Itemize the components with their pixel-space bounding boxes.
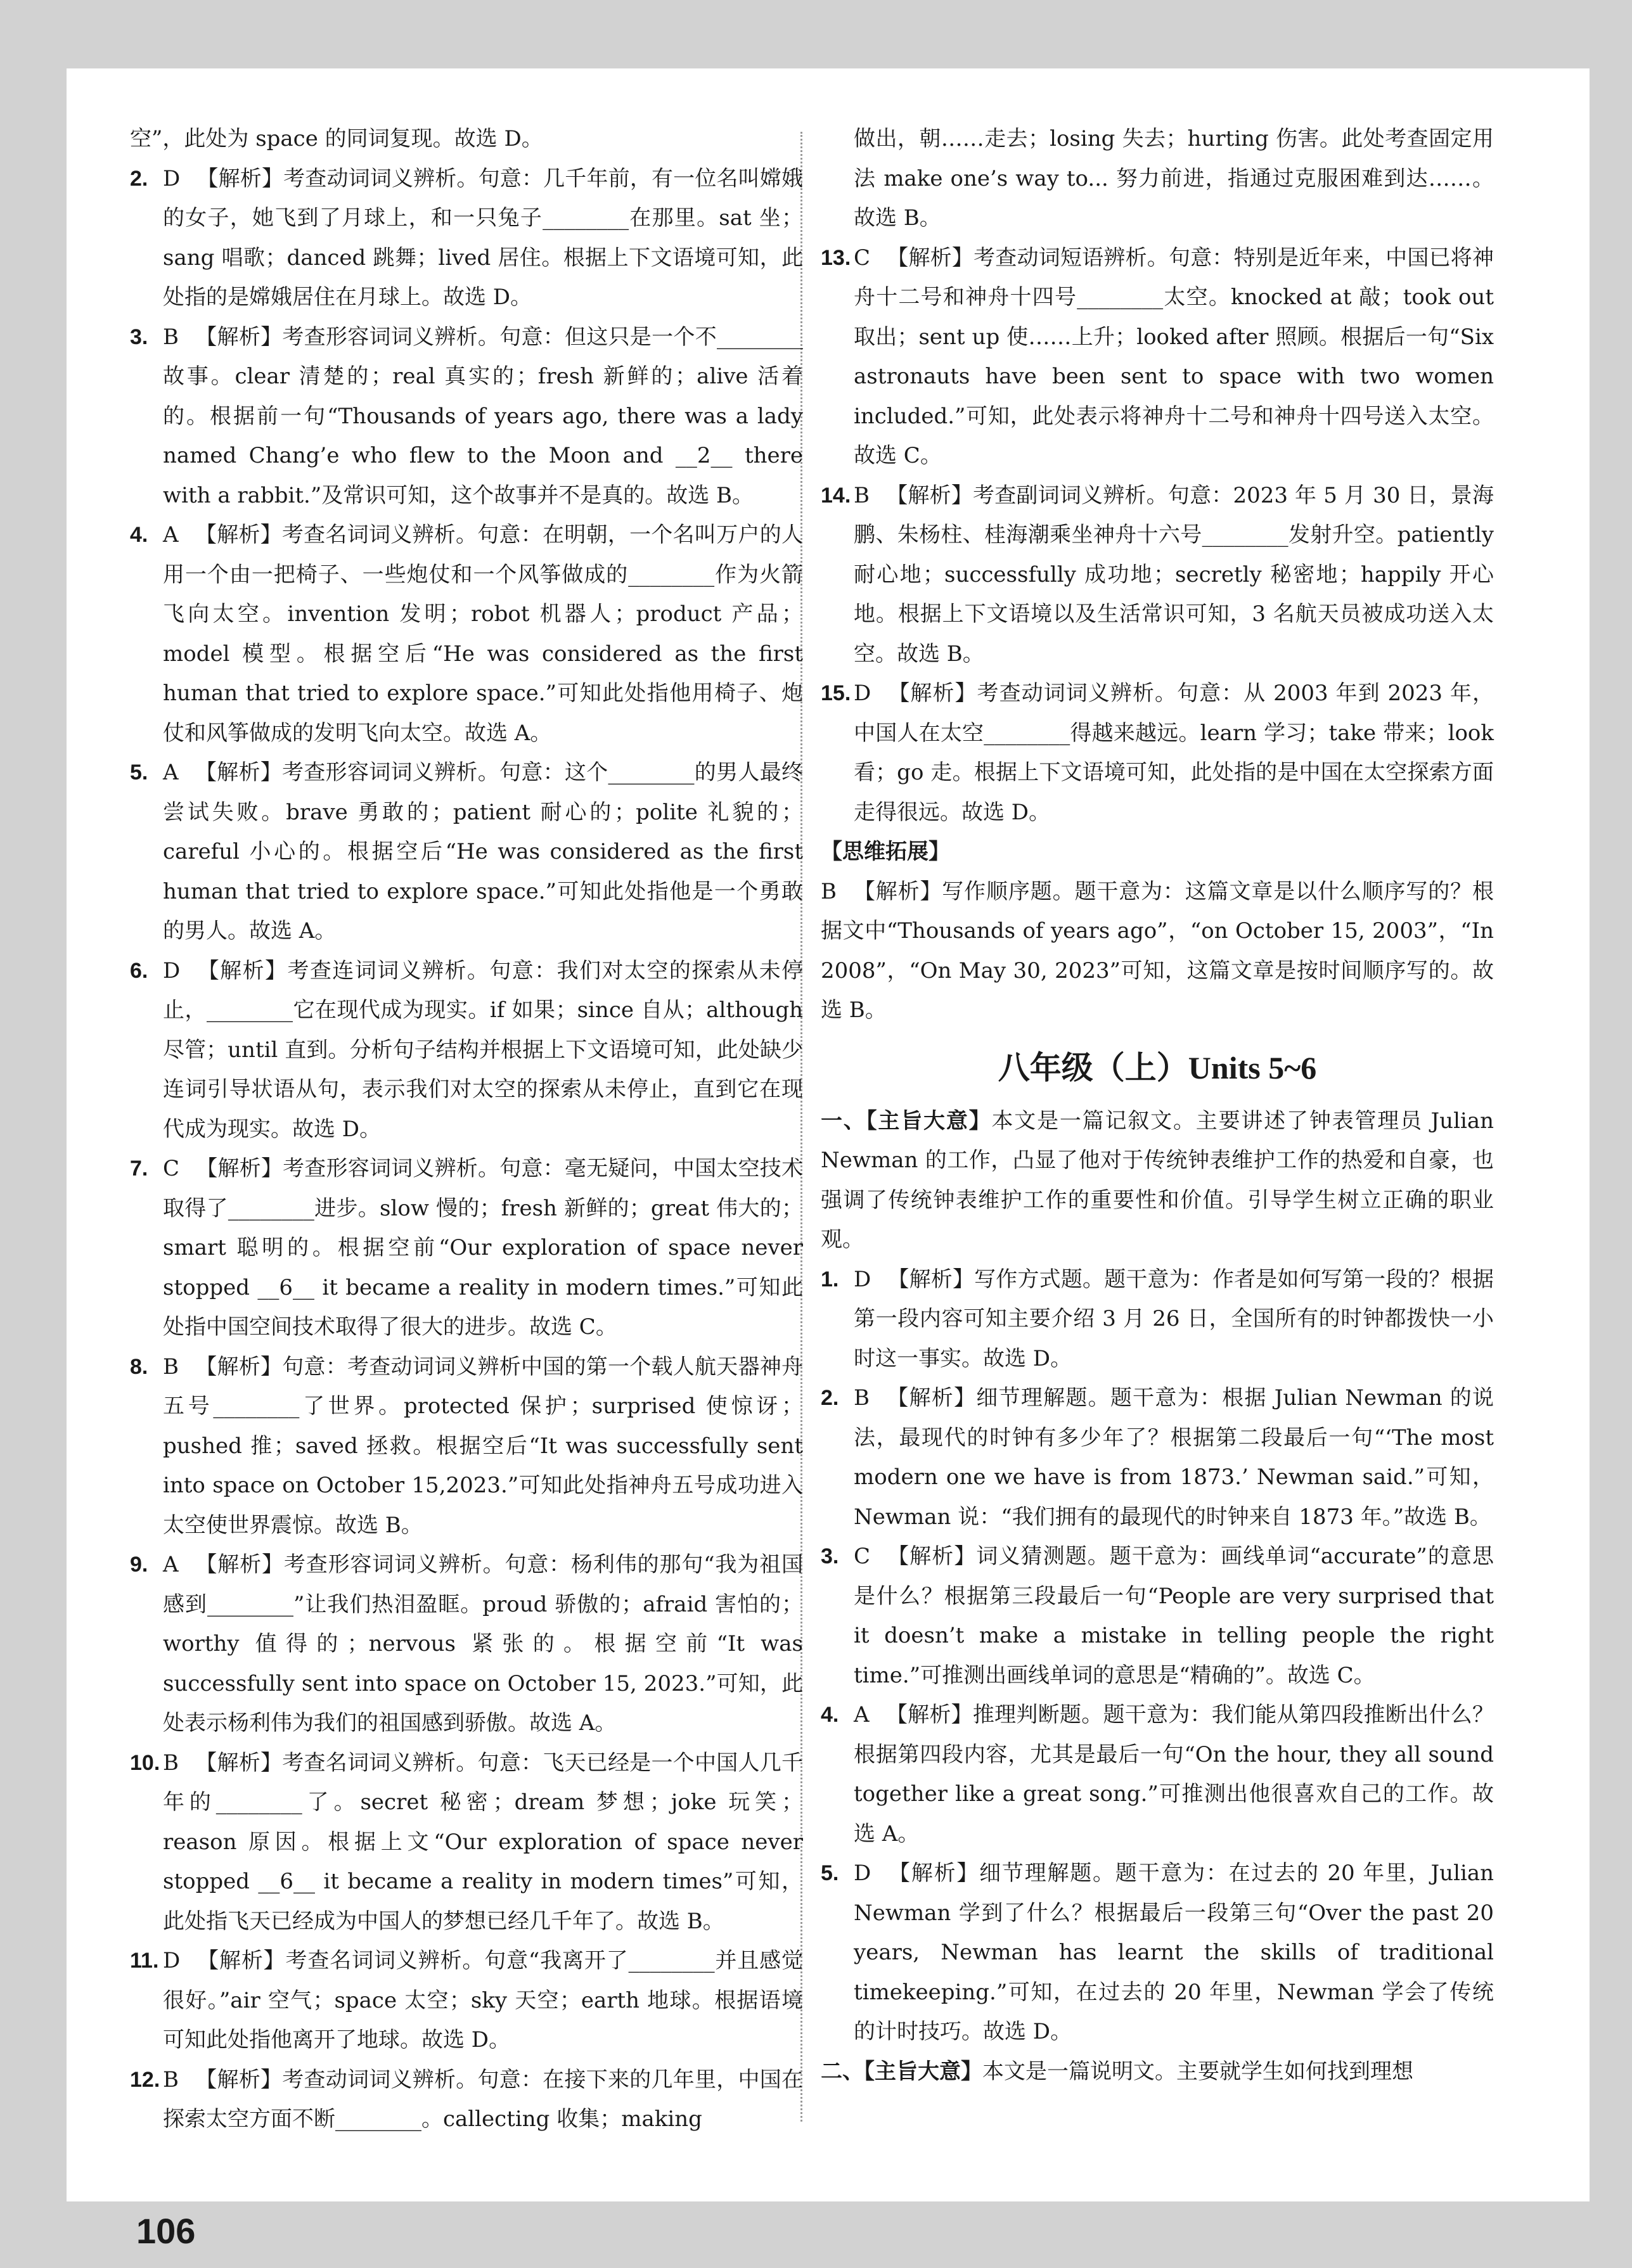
section-title-en: Units 5~6 xyxy=(1188,1049,1317,1086)
summary-text: 本文是一篇说明文。主要就学生如何找到理想 xyxy=(982,2058,1413,2084)
question-number: 2. xyxy=(821,1386,839,1410)
answer-letter: B xyxy=(821,878,837,904)
answer-item xyxy=(821,1695,1494,1854)
answer-text: 【解析】考查形容词词义辨析。句意：但这只是一个不________故事。clear 清楚的；real 真实的；fresh 新鲜的；alive 活着的。根据前一句“Thousands of years ago, there was a lady named Chang’e who flew to the Moon and __2__ there with a rabbit.”及常识可知，这个故事并不是真的。故选 B。 xyxy=(163,324,803,508)
question-number: 9. xyxy=(130,1553,148,1577)
answer-letter: C xyxy=(854,1544,871,1569)
answer-item xyxy=(821,1378,1494,1537)
answer-item xyxy=(821,476,1494,674)
answer-item xyxy=(821,238,1494,476)
answer-item xyxy=(130,753,803,951)
answer-text: 【解析】考查副词词义辨析。句意：2023 年 5 月 30 日，景海鹏、朱杨柱、桂海潮乘坐神舟十六号________发射升空。patiently 耐心地；successfully 成功地；secretly 秘密地；happily 开心地。根据上下文语境以及生活常识可知，3 名航天员被成功送入太空。故选 B。 xyxy=(854,482,1494,667)
question-number: 15. xyxy=(821,681,851,705)
answer-item xyxy=(130,159,803,317)
answer-text: 【解析】细节理解题。题干意为：根据 Julian Newman 的说法，最现代的时钟有多少年了？根据第二段最后一句“‘The most modern one we have is from 1873.’ Newman said.”可知，Newman 说：“我们拥有的最现代的时钟来自 1873 年。”故选 B。 xyxy=(854,1385,1494,1530)
question-number: 14. xyxy=(821,483,851,508)
question-number: 7. xyxy=(130,1156,148,1181)
answer-text: 【解析】推理判断题。题干意为：我们能从第四段推断出什么？根据第四段内容，尤其是最后一句“On the hour, they all sound together like a great song.”可推测出他很喜欢自己的工作。故选 A。 xyxy=(854,1702,1494,1847)
answer-text: 【解析】考查动词词义辨析。句意：几千年前，有一位名叫嫦娥的女子，她飞到了月球上，和一只兔子________在那里。sat 坐；sang 唱歌；danced 跳舞；lived 居住。根据上下文语境可知，此处指的是嫦娥居住在月球上。故选 D。 xyxy=(163,165,803,310)
answer-item xyxy=(130,1347,803,1546)
question-number: 13. xyxy=(821,245,851,270)
answer-text: 做出，朝……走去；losing 失去；hurting 伤害。此处考查固定用法 make one’s way to... 努力前进，指通过克服困难到达……。故选 B。 xyxy=(854,126,1494,231)
section-title xyxy=(821,1039,1494,1096)
question-number: 10. xyxy=(130,1750,160,1775)
answer-text: 【解析】细节理解题。题干意为：在过去的 20 年里，Julian Newman 学到了什么？根据最后一段第三句“Over the past 20 years, Newman has learnt the skills of traditional timekeeping.”可知，在过去的 20 年里，Newman 学会了传统的计时技巧。故选 D。 xyxy=(854,1861,1494,2044)
question-number: 5. xyxy=(821,1861,839,1885)
answer-letter: A xyxy=(854,1702,870,1727)
answer-text: 【解析】考查形容词词义辨析。句意：杨利伟的那句“我为祖国感到________”让我们热泪盈眶。proud 骄傲的；afraid 害怕的；worthy 值得的；nervous 紧张的。根据空前“It was successfully sent into space on October 15, 2023.”可知，此处表示杨利伟为我们的祖国感到骄傲。故选 A。 xyxy=(163,1552,803,1736)
question-number: 12. xyxy=(130,2067,160,2092)
question-number: 3. xyxy=(130,324,148,349)
answer-text: 【解析】写作顺序题。题干意为：这篇文章是以什么顺序写的？根据文中“Thousands of years ago”，“on October 15, 2003”，“In 2008”，“On May 30, 2023”可知，这篇文章是按时间顺序写的。故选 B。 xyxy=(821,878,1494,1023)
question-number: 8. xyxy=(130,1354,148,1379)
right-column xyxy=(821,119,1494,2091)
question-number: 2. xyxy=(130,166,148,191)
answer-text: 【解析】考查名词词义辨析。句意：飞天已经是一个中国人几千年的________了。secret 秘密；dream 梦想；joke 玩笑；reason 原因。根据上文“Our exploration of space never stopped __6__ it became a reality in modern times”可知，此处指飞天已经成为中国人的梦想已经几千年了。故选 B。 xyxy=(163,1750,803,1934)
thinking-heading: 【思维拓展】 xyxy=(821,839,950,864)
question-number: 3. xyxy=(821,1544,839,1568)
answer-text: 【解析】考查动词词义辨析。句意：从 2003 年到 2023 年，中国人在太空________得越来越远。learn 学习；take 带来；look 看；go 走。根据上下文语境可知，此处指的是中国在太空探索方面走得很远。故选 D。 xyxy=(854,681,1494,825)
answer-item xyxy=(130,2060,803,2139)
answer-sheet xyxy=(67,68,1590,2251)
question-number: 11. xyxy=(130,1949,159,1973)
question-number: 1. xyxy=(821,1267,839,1291)
answer-item xyxy=(130,1545,803,1743)
answer-text: 空”，此处为 space 的同词复现。故选 D。 xyxy=(130,126,543,151)
answer-letter: D xyxy=(163,1948,181,1973)
answer-letter: B xyxy=(163,1750,179,1776)
section-title-cn: 八年级（上） xyxy=(998,1049,1188,1086)
answer-letter: D xyxy=(854,1861,871,1886)
answer-text: 【解析】词义猜测题。题干意为：画线单词“accurate”的意思是什么？根据第三段最后一句“People are very surprised that it doesn’t make a mistake in telling people the right time.”可推测出画线单词的意思是“精确的”。故选 C。 xyxy=(854,1544,1494,1688)
answer-text: 【解析】考查名词词义辨析。句意：在明朝，一个名叫万户的人用一个由一把椅子、一些炮仗和一个风筝做成的________作为火箭飞向太空。invention 发明；robot 机器人；product 产品；model 模型。根据空后“He was considered as the first human that tried to explore space.”可知此处指他用椅子、炮仗和风筝做成的发明飞向太空。故选 A。 xyxy=(163,522,803,746)
answer-letter: D xyxy=(163,958,181,983)
answer-text: 【解析】考查动词短语辨析。句意：特别是近年来，中国已将神舟十二号和神舟十四号________太空。knocked at 敲；took out 取出；sent up 使……上升；looked after 照顾。根据后一句“Six astronauts have been sent to space with two women included.”可知，此处表示将神舟十二号和神舟十四号送入太空。故选 C。 xyxy=(854,245,1494,468)
answer-item xyxy=(821,674,1494,832)
answer-letter: D xyxy=(163,165,181,191)
summary-heading: 一、【主旨大意】 xyxy=(821,1108,992,1134)
answer-text: 【解析】考查名词词义辨析。句意“我离开了________并且感觉很好。”air 空气；space 太空；sky 天空；earth 地球。根据语境可知此处指他离开了地球。故选 D。 xyxy=(163,1948,803,2053)
answer-item xyxy=(130,1149,803,1347)
answer-letter: B xyxy=(163,1354,179,1380)
question-number: 5. xyxy=(130,760,148,785)
answer-letter: B xyxy=(163,2066,179,2092)
left-column xyxy=(130,119,803,2139)
answer-item xyxy=(130,119,803,159)
passage-summary xyxy=(821,2052,1494,2092)
answer-item xyxy=(821,119,1494,238)
answer-letter: D xyxy=(854,1266,871,1292)
answer-letter: A xyxy=(163,1552,179,1577)
summary-text: 本文是一篇记叙文。主要讲述了钟表管理员 Julian Newman 的工作，凸显了他对于传统钟表维护工作的热爱和自豪，也强调了传统钟表维护工作的重要性和价值。引导学生树立正确的职业观。 xyxy=(821,1108,1494,1252)
answer-item xyxy=(821,1537,1494,1695)
answer-letter: B xyxy=(163,324,179,350)
answer-text: 【解析】考查形容词词义辨析。句意：毫无疑问，中国太空技术取得了________进步。slow 慢的；fresh 新鲜的；great 伟大的；smart 聪明的。根据空前“Our exploration of space never stopped __6__ it became a reality in modern times.”可知此处指中国空间技术取得了很大的进步。故选 C。 xyxy=(163,1156,803,1340)
answer-text: 【解析】句意：考查动词词义辨析中国的第一个载人航天器神舟五号________了世界。protected 保护；surprised 使惊讶；pushed 推；saved 拯救。根据空后“It was successfully sent into space on October 15,2023.”可知此处指神舟五号成功进入太空使世界震惊。故选 B。 xyxy=(163,1354,803,1538)
answer-item xyxy=(130,951,803,1150)
answer-letter: B xyxy=(854,482,870,508)
answer-letter: D xyxy=(854,681,871,706)
answer-item xyxy=(130,1743,803,1942)
question-number: 4. xyxy=(821,1703,839,1727)
answer-item xyxy=(130,1941,803,2060)
question-number: 6. xyxy=(130,958,148,983)
question-number: 4. xyxy=(130,523,148,547)
answer-letter: C xyxy=(854,245,871,271)
answer-text: 【解析】写作方式题。题干意为：作者是如何写第一段的？根据第一段内容可知主要介绍 3 月 26 日，全国所有的时钟都拨快一小时这一事实。故选 D。 xyxy=(854,1266,1494,1371)
answer-item xyxy=(130,317,803,516)
answer-text: 【解析】考查连词词义辨析。句意：我们对太空的探索从未停止，________它在现代成为现实。if 如果；since 自从；although 尽管；until 直到。分析句子结构并根据上下文语境可知，此处缺少连词引导状语从句，表示我们对太空的探索从未停止，直到它在现代成为现实。故选 D。 xyxy=(163,958,803,1142)
answer-letter: A xyxy=(163,760,179,785)
page-number: 106 xyxy=(136,2211,196,2251)
summary-heading: 二、【主旨大意】 xyxy=(821,2058,982,2084)
answer-text: 【解析】考查动词词义辨析。句意：在接下来的几年里，中国在探索太空方面不断________。callecting 收集；making xyxy=(163,2066,803,2132)
answer-item xyxy=(821,1854,1494,2052)
thinking-answer xyxy=(821,872,1494,1030)
answer-letter: A xyxy=(163,522,179,548)
answer-letter: C xyxy=(163,1156,180,1181)
answer-letter: B xyxy=(854,1385,870,1411)
answer-text: 【解析】考查形容词词义辨析。句意：这个________的男人最终尝试失败。brave 勇敢的；patient 耐心的；polite 礼貌的；careful 小心的。根据空后“He was considered as the first human that tried to explore space.”可知此处指他是一个勇敢的男人。故选 A。 xyxy=(163,760,803,944)
passage-summary xyxy=(821,1101,1494,1260)
answer-item xyxy=(821,1260,1494,1379)
answer-item xyxy=(130,515,803,753)
